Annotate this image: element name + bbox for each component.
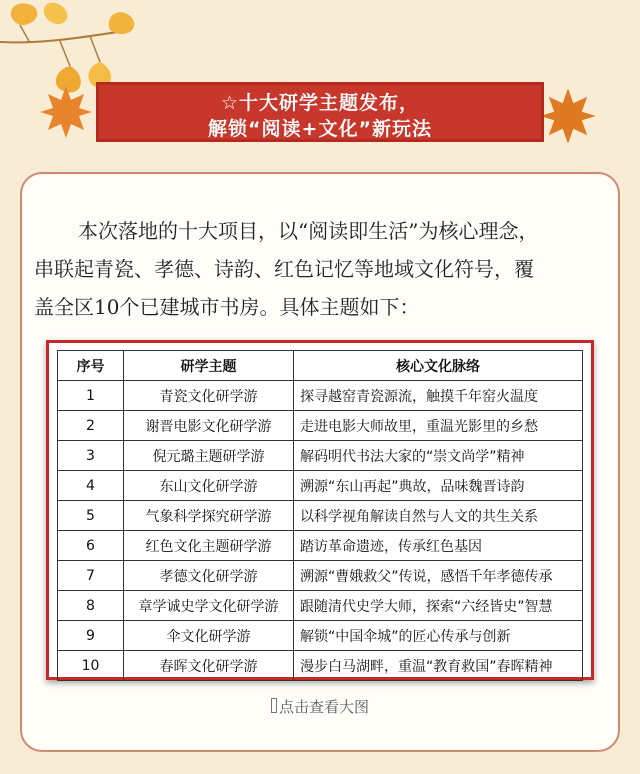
row-context: 解码明代书法大家的“崇文尚学”精神 xyxy=(294,441,583,471)
intro-line: 盖全区10个已建城市书房。具体主题如下： xyxy=(34,295,420,319)
row-context: 踏访革命遗迹，传承红色基因 xyxy=(294,531,583,561)
caption-text: 点击查看大图 xyxy=(278,698,369,716)
maple-leaf-icon xyxy=(536,84,600,148)
topic-table xyxy=(57,350,583,681)
row-context: 走进电影大师故里，重温光影里的乡愁 xyxy=(294,411,583,441)
row-number: 5 xyxy=(58,501,124,531)
row-number: 4 xyxy=(58,471,124,501)
intro-line: 本次落地的十大项目，以“阅读即生活”为核心理念， xyxy=(78,219,539,243)
ginkgo-leaf-icon xyxy=(109,12,134,34)
row-number: 8 xyxy=(58,591,124,621)
table-row xyxy=(58,651,583,681)
row-topic: 孝德文化研学游 xyxy=(124,561,294,591)
banner-title-line2: 解锁“阅读+文化”新玩法 xyxy=(208,118,432,140)
header-number: 序号 xyxy=(58,351,124,381)
table-row xyxy=(58,471,583,501)
table-row xyxy=(58,621,583,651)
image-placeholder-icon xyxy=(271,698,277,713)
row-topic: 青瓷文化研学游 xyxy=(124,381,294,411)
row-context: 以科学视角解读自然与人文的共生关系 xyxy=(294,501,583,531)
row-number: 9 xyxy=(58,621,124,651)
row-number: 6 xyxy=(58,531,124,561)
row-topic: 章学诚史学文化研学游 xyxy=(124,591,294,621)
row-topic: 春晖文化研学游 xyxy=(124,651,294,681)
table-row xyxy=(58,381,583,411)
table-row xyxy=(58,591,583,621)
row-number: 7 xyxy=(58,561,124,591)
row-context: 溯源“曹娥救父”传说，感悟千年孝德传承 xyxy=(294,561,583,591)
intro-line: 串联起青瓷、孝德、诗韵、红色记忆等地域文化符号，覆 xyxy=(34,257,534,281)
header-topic: 研学主题 xyxy=(124,351,294,381)
row-topic: 东山文化研学游 xyxy=(124,471,294,501)
row-context: 解锁“中国伞城”的匠心传承与创新 xyxy=(294,621,583,651)
row-number: 3 xyxy=(58,441,124,471)
maple-leaf-icon xyxy=(36,82,96,142)
row-context: 探寻越窑青瓷源流，触摸千年窑火温度 xyxy=(294,381,583,411)
row-topic: 倪元璐主题研学游 xyxy=(124,441,294,471)
ginkgo-leaf-icon xyxy=(11,3,38,25)
row-context: 漫步白马湖畔，重温“教育救国”春晖精神 xyxy=(294,651,583,681)
table-header-row xyxy=(58,351,583,381)
row-context: 溯源“东山再起”典故，品味魏晋诗韵 xyxy=(294,471,583,501)
row-topic: 气象科学探究研学游 xyxy=(124,501,294,531)
banner-title-line1: ☆十大研学主题发布， xyxy=(220,92,420,114)
row-topic: 谢晋电影文化研学游 xyxy=(124,411,294,441)
table-row xyxy=(58,441,583,471)
table-row xyxy=(58,561,583,591)
intro-paragraph xyxy=(34,212,618,326)
row-number: 1 xyxy=(58,381,124,411)
row-number: 2 xyxy=(58,411,124,441)
row-number: 10 xyxy=(58,651,124,681)
table-row xyxy=(58,501,583,531)
table-row xyxy=(58,531,583,561)
header-context: 核心文化脉络 xyxy=(294,351,583,381)
topic-table-image[interactable] xyxy=(46,340,594,680)
row-topic: 红色文化主题研学游 xyxy=(124,531,294,561)
view-large-image-link[interactable] xyxy=(0,696,640,717)
ginkgo-leaf-icon xyxy=(44,3,68,24)
table-row xyxy=(58,411,583,441)
row-context: 跟随清代史学大师，探索“六经皆史”智慧 xyxy=(294,591,583,621)
row-topic: 伞文化研学游 xyxy=(124,621,294,651)
title-banner xyxy=(96,82,544,142)
